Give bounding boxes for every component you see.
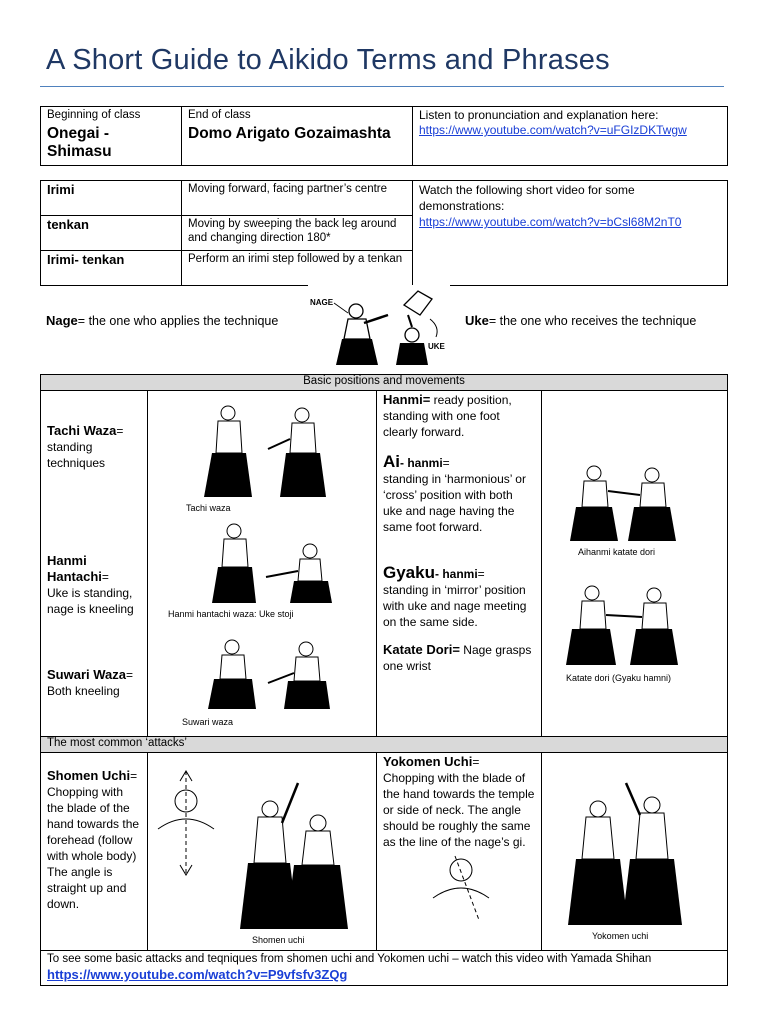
listen-text: Listen to pronunciation and explanation here: [419,108,659,122]
video-link[interactable]: https://www.youtube.com/watch?v=bCsl68M2nT0 [419,215,682,229]
gyaku-hanmi: Gyaku- hanmi= standing in ‘mirror’ position with uke and nage meeting on the same side. [383,563,527,629]
nage-uke-illustration [308,285,450,371]
positions-terms-cell [41,391,148,737]
uke-desc: = the one who receives the technique [488,314,697,328]
hanmi-hantachi: Hanmi Hantachi= Uke is standing, nage is kneeling [47,553,134,616]
greetings-table [40,106,728,166]
uke-term: Uke [465,313,489,328]
gyaku-term: Gyaku [383,563,435,582]
shomen-caption: Shomen uchi [252,935,305,945]
techniques-table [40,374,728,986]
begin-phrase: Onegai - Shimasu [47,125,112,160]
tachi-waza-figure [204,406,326,497]
footer-text: To see some basic attacks and teqniques from shomen uchi and Yokomen uchi – watch this video with Yamada Shihan [47,953,652,965]
nage-definition [46,313,278,328]
yokomen-caption: Yokomen uchi [592,931,649,941]
gyaku-hanmi-figure [566,586,678,665]
yokomen-desc: Chopping with the blade of the hand towards the temple or side of neck. The angle should be roughly the same as the line of the nage’s gi. [383,771,535,849]
end-phrase: Domo Arigato Gozaimashta [188,125,391,142]
uke-definition [465,313,696,328]
video-text: Watch the following short video for some demonstrations: [419,183,635,213]
steps-table [40,180,728,286]
ai-term: Ai [383,452,400,471]
katate-dori [383,642,535,674]
uke-tag: UKE [428,342,445,351]
nage-desc: = the one who applies the technique [77,314,279,328]
suwari-term: Suwari Waza [47,667,126,682]
hanmi-hantachi-figure [212,524,332,603]
suwari-desc: Both kneeling [47,684,120,698]
shomen-figure-cell [148,753,377,951]
tachi-term: Tachi Waza [47,423,117,438]
hanmi-hantachi-term: Hanmi Hantachi [47,553,102,584]
tachi-desc: standing techniques [47,440,106,470]
ai-caption: Aihanmi katate dori [578,547,656,557]
nage-term: Nage [46,313,78,328]
footer-cell [41,951,728,986]
hanmi-term: Hanmi= [383,392,431,407]
positions-illustrations [148,391,376,731]
shomen-cell: Shomen Uchi= Chopping with the blade of the hand towards the forehead (follow with whole body) The angle is straight up and down. [41,753,148,951]
shomen-term: Shomen Uchi [47,768,131,783]
begin-label: Beginning of class [47,109,141,121]
end-label: End of class [188,109,251,121]
listen-cell [413,107,728,166]
hanmi-hantachi-caption: Hanmi hantachi waza: Uke stoji [168,609,294,619]
title-divider [40,86,724,87]
page-title: A Short Guide to Aikido Terms and Phrases [46,44,610,76]
suwari-caption: Suwari waza [182,717,234,727]
suwari-waza: Suwari Waza= Both kneeling [47,667,133,698]
gyaku-desc: standing in ‘mirror’ position with uke and nage meeting on the same side. [383,583,527,629]
yokomen-term: Yokomen Uchi [383,754,473,769]
footer-link[interactable]: https://www.youtube.com/watch?v=P9vfsfv3ZQg [47,967,348,982]
step-desc: Moving forward, facing partner’s centre [182,181,413,216]
listen-link[interactable]: https://www.youtube.com/watch?v=uFGIzDKTwgw [419,123,687,137]
positions-header: Basic positions and movements [41,375,728,391]
step-desc: Moving by sweeping the back leg around and changing direction 180* [182,216,413,251]
gyaku-suffix: - hanmi [434,567,478,581]
hanmi [383,392,535,440]
hanmi-desc: ready position, standing with one foot clearly forward. [383,393,512,439]
suwari-waza-figure [208,640,330,709]
hanmi-terms-cell [377,391,542,737]
hanmi-illustrations [542,391,712,731]
tachi-waza: Tachi Waza= standing techniques [47,423,124,470]
ai-hanmi: Ai- hanmi= standing in ‘harmonious’ or ‘cross’ position with both uke and nage having the same foot forward. [383,452,526,534]
positions-figures-cell [148,391,377,737]
shomen-desc: Chopping with the blade of the hand towards the forehead (follow with whole body) The angle is straight up and down. [47,785,140,911]
ai-hanmi-figure [570,466,676,541]
nage-tag: NAGE [310,298,334,307]
gyaku-caption: Katate dori (Gyaku hamni) [566,673,672,683]
ai-suffix: - hanmi [400,456,443,470]
tachi-caption: Tachi waza [186,503,231,513]
yokomen-cell: Yokomen Uchi= Chopping with the blade of the hand towards the temple or side of neck. The angle should be roughly the same as the line of the nage’s gi. [377,753,542,951]
step-term: Irimi [41,181,182,216]
step-term: tenkan [41,216,182,251]
video-cell [413,181,728,286]
shomen-illustration [148,753,376,945]
ai-desc: standing in ‘harmonious’ or ‘cross’ position with both uke and nage having the same foot forward. [383,472,526,534]
yokomen-illustration [542,753,712,945]
attacks-header: The most common ‘attacks’ [41,737,728,753]
step-term: Irimi- tenkan [41,251,182,286]
hanmi-figures-cell [542,391,728,737]
katate-term: Katate Dori= [383,642,460,657]
katate-desc: Nage grasps one wrist [383,643,532,673]
yokomen-head-diagram [383,852,523,922]
end-cell [182,107,413,166]
begin-cell [41,107,182,166]
step-desc: Perform an irimi step followed by a tenkan [182,251,413,286]
hanmi-hantachi-desc: Uke is standing, nage is kneeling [47,586,134,616]
yokomen-figure-cell [542,753,728,951]
